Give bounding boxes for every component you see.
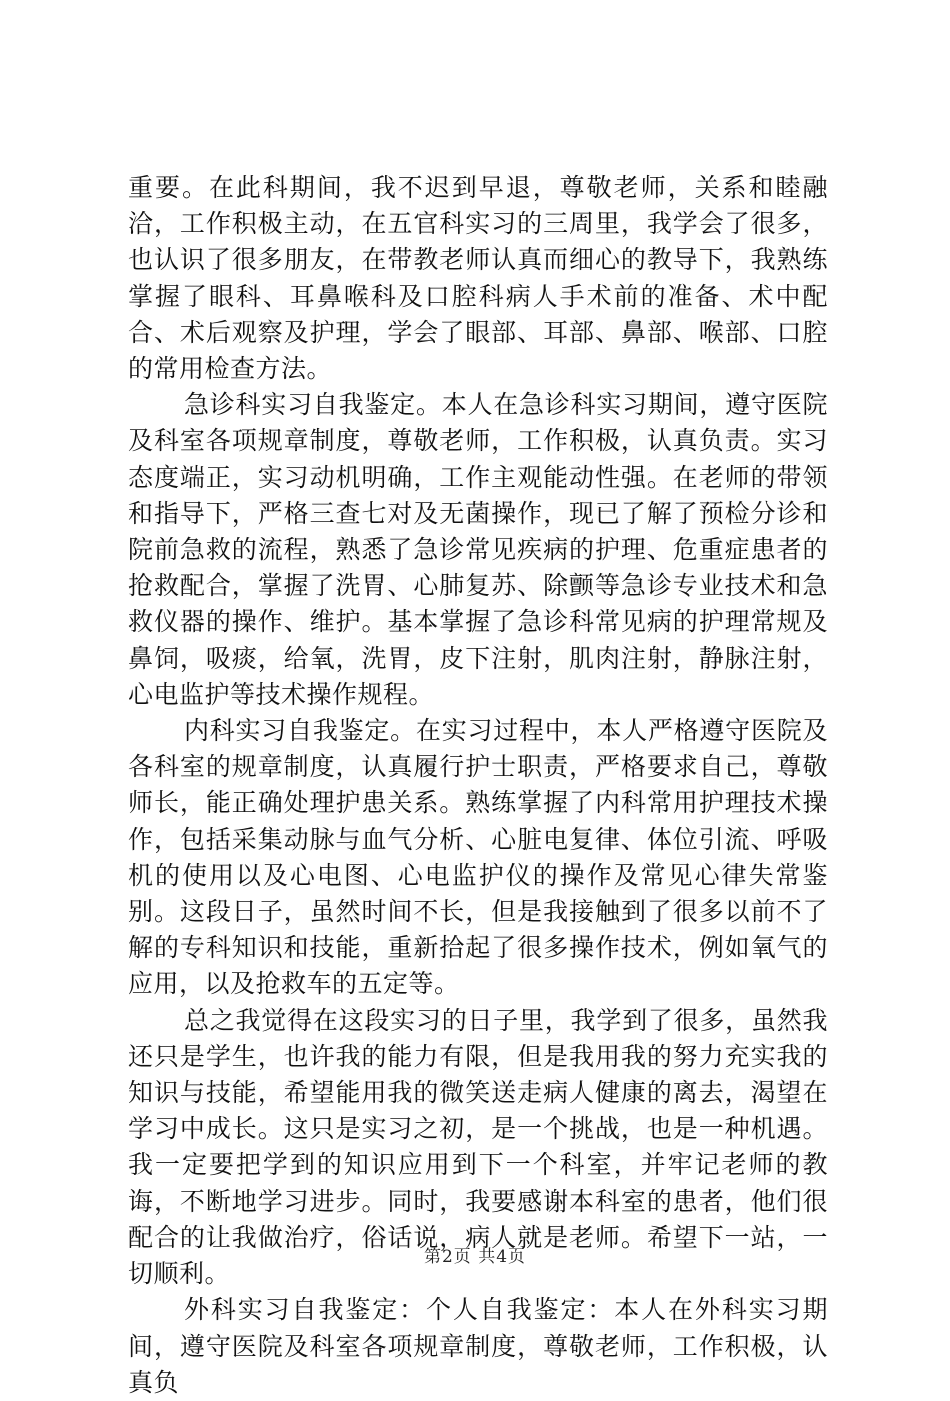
paragraph-summary: 总之我觉得在这段实习的日子里，我学到了很多，虽然我还只是学生，也许我的能力有限，但是我用我的努力充实我的知识与技能，希望能用我的微笑送走病人健康的离去，渴望在学习中成长。这只是实习之初，是一个挑战，也是一种机遇。我一定要把学到的知识应用到下一个科室，并牢记老师的教诲，不断地学习进步。同时，我要感谢本科室的患者，他们很配合的让我做治疗，俗话说，病人就是老师。希望下一站，一切顺利。 (128, 1005, 828, 1289)
paragraph-internal-medicine: 内科实习自我鉴定。在实习过程中，本人严格遵守医院及各科室的规章制度，认真履行护士职责，严格要求自己，尊敬师长，能正确处理护患关系。熟练掌握了内科常用护理技术操作，包括采集动脉与血气分析、心脏电复律、体位引流、呼吸机的使用以及心电图、心电监护仪的操作及常见心律失常鉴别。这段日子，虽然时间不长，但是我接触到了很多以前不了解的专科知识和技能，重新拾起了很多操作技术，例如氧气的应用，以及抢救车的五定等。 (128, 716, 828, 999)
paragraph-surgery: 外科实习自我鉴定：个人自我鉴定：本人在外科实习期间，遵守医院及科室各项规章制度，尊敬老师，工作积极，认真负 (128, 1295, 828, 1397)
paragraph-emergency: 急诊科实习自我鉴定。本人在急诊科实习期间，遵守医院及科室各项规章制度，尊敬老师，工作积极，认真负责。实习态度端正，实习动机明确，工作主观能动性强。在老师的带领和指导下，严格三查七对及无菌操作，现已了解了预检分诊和院前急救的流程，熟悉了急诊常见疾病的护理、危重症患者的抢救配合，掌握了洗胃、心肺复苏、除颤等急诊专业技术和急救仪器的操作、维护。基本掌握了急诊科常见病的护理常规及鼻饲，吸痰，给氧，洗胃，皮下注射，肌肉注射，静脉注射，心电监护等技术操作规程。 (128, 390, 828, 709)
document-body (128, 170, 828, 1401)
paragraph-continuation: 重要。在此科期间，我不迟到早退，尊敬老师，关系和睦融洽，工作积极主动，在五官科实习的三周里，我学会了很多，也认识了很多朋友，在带教老师认真而细心的教导下，我熟练掌握了眼科、耳鼻喉科及口腔科病人手术前的准备、术中配合、术后观察及护理，学会了眼部、耳部、鼻部、喉部、口腔的常用检查方法。 (128, 173, 828, 384)
page-number-footer: 第2页 共4页 (423, 1247, 527, 1267)
